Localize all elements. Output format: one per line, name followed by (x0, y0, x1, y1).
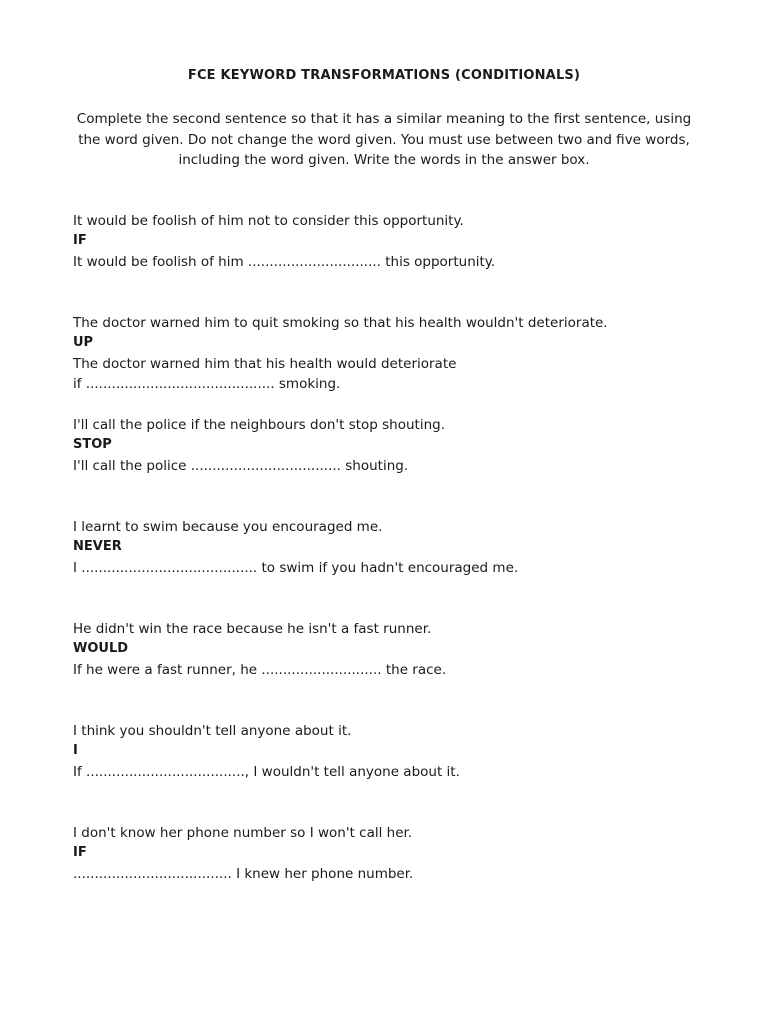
answer-line: if ............................................ smoking. (73, 375, 341, 392)
transformation-item-2 (73, 313, 713, 415)
transformation-list (73, 211, 713, 925)
transformation-item-6 (73, 721, 713, 823)
keyword: WOULD (73, 641, 129, 657)
transformation-item-3 (73, 415, 713, 517)
original-sentence: I learnt to swim because you encouraged me. (73, 519, 383, 535)
answer-line: I'll call the police ................................... shouting. (73, 457, 409, 474)
answer-line: I ......................................... to swim if you hadn't encouraged me. (73, 559, 519, 576)
instructions-paragraph: Complete the second sentence so that it has a similar meaning to the first sentence, using the word given. Do not change the word given. You must use between two and five words, including the word given. Write the words in the answer box. (76, 111, 692, 168)
answer-line: If he were a fast runner, he ............................ the race. (73, 661, 447, 678)
transformation-item-4 (73, 517, 713, 619)
answer-line: ..................................... I knew her phone number. (73, 865, 414, 882)
original-sentence: I think you shouldn't tell anyone about it. (73, 723, 352, 739)
transformation-item-7 (73, 823, 713, 925)
keyword: STOP (73, 437, 112, 453)
keyword: UP (73, 335, 94, 351)
original-sentence: The doctor warned him to quit smoking so that his health wouldn't deteriorate. (73, 315, 608, 331)
keyword: IF (73, 845, 87, 861)
worksheet-title: FCE KEYWORD TRANSFORMATIONS (CONDITIONALS) (187, 68, 581, 83)
answer-line: The doctor warned him that his health would deteriorate (73, 355, 457, 372)
original-sentence: I'll call the police if the neighbours don't stop shouting. (73, 417, 446, 433)
keyword: IF (73, 233, 87, 249)
keyword: NEVER (73, 539, 122, 555)
transformation-item-5 (73, 619, 713, 721)
original-sentence: I don't know her phone number so I won't call her. (73, 825, 413, 841)
answer-line: If ....................................., I wouldn't tell anyone about it. (73, 763, 460, 780)
answer-line: It would be foolish of him ............................... this opportunity. (73, 253, 496, 270)
original-sentence: It would be foolish of him not to consider this opportunity. (73, 213, 464, 229)
original-sentence: He didn't win the race because he isn't a fast runner. (73, 621, 432, 637)
transformation-item-1 (73, 211, 713, 313)
keyword: I (73, 743, 78, 759)
